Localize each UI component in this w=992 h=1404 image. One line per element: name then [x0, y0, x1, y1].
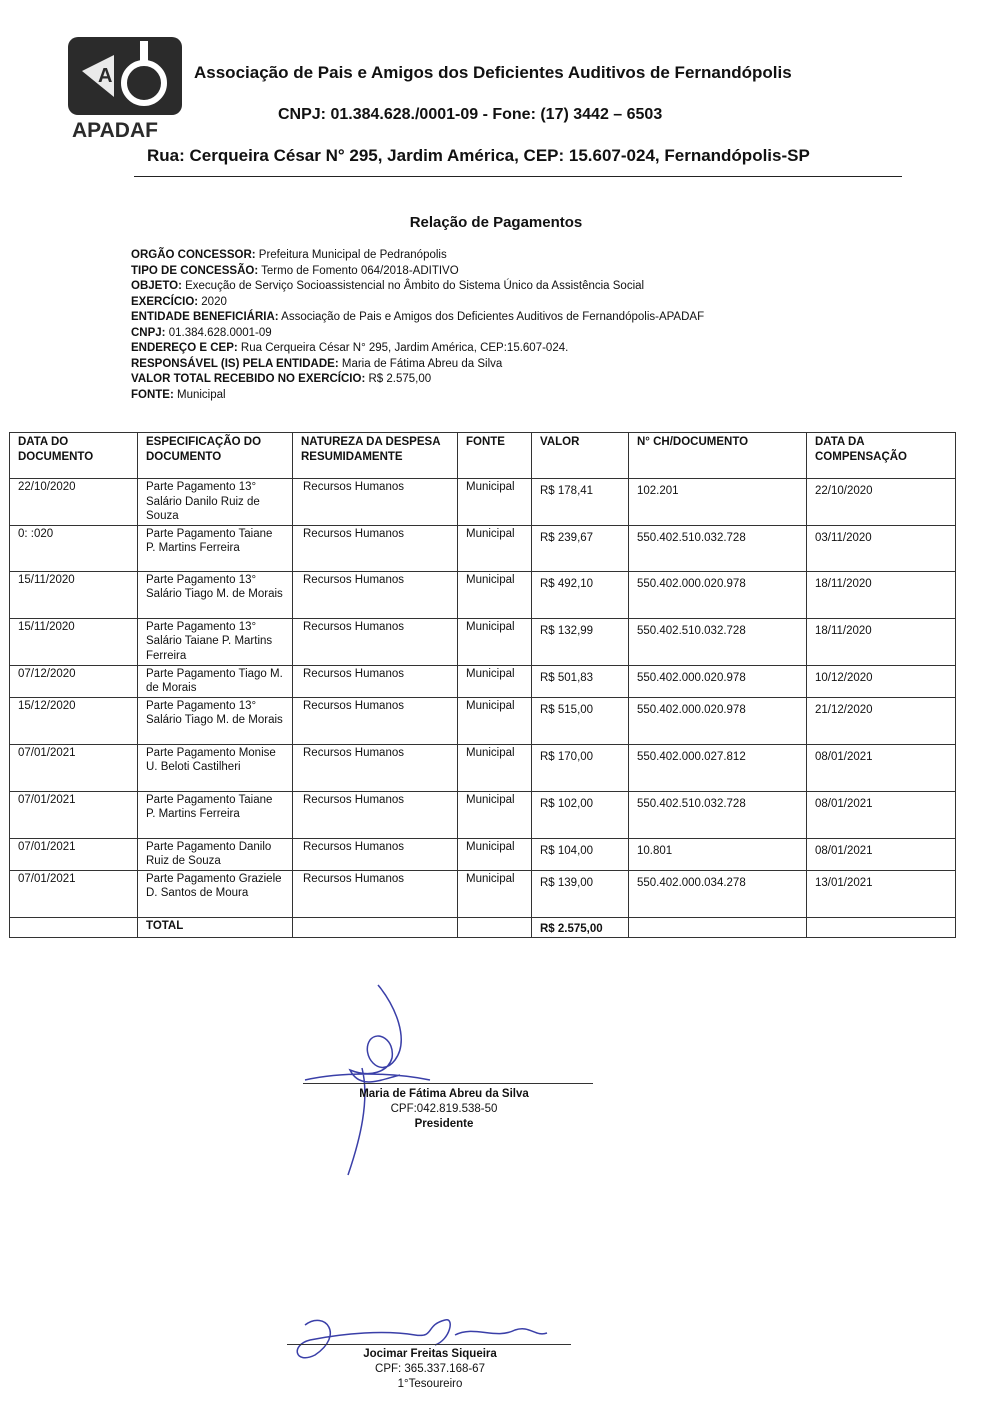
table-cell: 550.402.510.032.728	[629, 525, 807, 571]
table-cell: Recursos Humanos	[293, 618, 458, 665]
table-cell: 550.402.000.034.278	[629, 870, 807, 917]
table-cell: Recursos Humanos	[293, 665, 458, 697]
document-title: Relação de Pagamentos	[409, 214, 583, 231]
info-value: 2020	[198, 295, 227, 308]
table-cell: Municipal	[458, 697, 532, 744]
table-cell: Municipal	[458, 791, 532, 838]
table-cell: Municipal	[458, 665, 532, 697]
table-cell: Municipal	[458, 479, 532, 526]
table-cell: 22/10/2020	[807, 479, 956, 526]
president-signature	[300, 980, 440, 1180]
info-value: Execução de Serviço Socioassistencial no Âmbito do Sistema Único da Assistência Social	[181, 280, 645, 292]
payments-table	[9, 432, 956, 938]
info-row	[131, 295, 704, 311]
table-cell: 07/01/2021	[10, 838, 138, 870]
table-row	[10, 618, 956, 665]
info-value: R$ 2.575,00	[365, 373, 432, 385]
table-cell: R$ 178,41	[532, 479, 629, 526]
table-cell: Parte Pagamento Taiane P. Martins Ferreira	[138, 525, 293, 571]
info-value: Maria de Fátima Abreu da Silva	[338, 357, 503, 370]
table-cell: R$ 515,00	[532, 697, 629, 744]
table-cell: Parte Pagamento 13° Salário Tiago M. de Morais	[138, 571, 293, 618]
table-row	[10, 791, 956, 838]
table-cell: 0: :020	[10, 525, 138, 571]
info-label: ENDEREÇO E CEP:	[131, 342, 238, 354]
info-row	[131, 388, 704, 404]
table-cell: R$ 492,10	[532, 571, 629, 618]
table-cell: R$ 239,67	[532, 525, 629, 571]
header-cell: VALOR	[532, 433, 629, 479]
table-cell: Recursos Humanos	[293, 791, 458, 838]
table-cell: 10.801	[629, 838, 807, 870]
table-cell: Parte Pagamento Graziele D. Santos de Moura	[138, 870, 293, 917]
header-divider	[134, 176, 902, 177]
header-cell: FONTE	[458, 433, 532, 479]
info-value: Associação de Pais e Amigos dos Deficientes Auditivos de Fernandópolis-APADAF	[278, 311, 705, 323]
svg-text:A: A	[98, 65, 113, 87]
table-cell: Municipal	[458, 870, 532, 917]
table-cell: 550.402.000.020.978	[629, 665, 807, 697]
table-cell: 13/01/2021	[807, 870, 956, 917]
signer-name: Maria de Fátima Abreu da Silva	[359, 1088, 529, 1100]
table-cell: 08/01/2021	[807, 791, 956, 838]
table-cell: Recursos Humanos	[293, 571, 458, 618]
table-cell: 15/11/2020	[10, 571, 138, 618]
table-cell: Recursos Humanos	[293, 697, 458, 744]
table-row	[10, 571, 956, 618]
signer-name: Jocimar Freitas Siqueira	[363, 1348, 497, 1360]
table-cell: 07/12/2020	[10, 665, 138, 697]
org-name: Associação de Pais e Amigos dos Deficientes Auditivos de Fernandópolis	[194, 63, 792, 82]
table-cell: R$ 501,83	[532, 665, 629, 697]
info-label: ENTIDADE BENEFICIÁRIA:	[131, 311, 279, 323]
info-label: CNPJ:	[131, 326, 166, 339]
table-cell: Parte Pagamento 13° Salário Taiane P. Martins Ferreira	[138, 618, 293, 665]
info-label: VALOR TOTAL RECEBIDO NO EXERCÍCIO:	[131, 373, 366, 385]
table-cell: Parte Pagamento 13° Salário Danilo Ruiz de Souza	[138, 479, 293, 526]
table-cell: 15/12/2020	[10, 697, 138, 744]
signature-line	[303, 1083, 593, 1084]
info-label: TIPO DE CONCESSÃO:	[131, 264, 259, 277]
info-row	[131, 341, 704, 357]
table-cell: Recursos Humanos	[293, 525, 458, 571]
table-cell: Municipal	[458, 744, 532, 791]
table-row	[10, 665, 956, 697]
info-value: 01.384.628.0001-09	[165, 326, 272, 339]
info-value: Termo de Fomento 064/2018-ADITIVO	[258, 264, 459, 277]
president-signature-block	[320, 1087, 568, 1132]
table-row	[10, 744, 956, 791]
table-cell: 550.402.000.020.978	[629, 697, 807, 744]
table-cell: 102.201	[629, 479, 807, 526]
table-cell: 550.402.000.020.978	[629, 571, 807, 618]
info-row	[131, 326, 704, 342]
org-contact: CNPJ: 01.384.628./0001-09 - Fone: (17) 3442 – 6503	[278, 106, 663, 123]
info-row	[131, 357, 704, 373]
table-cell: R$ 139,00	[532, 870, 629, 917]
table-cell: 21/12/2020	[807, 697, 956, 744]
total-value: R$ 2.575,00	[532, 917, 629, 938]
table-total-row	[10, 917, 956, 938]
header-cell: DATA DO DOCUMENTO	[10, 433, 138, 479]
signer-role: Presidente	[414, 1118, 474, 1130]
table-cell: Municipal	[458, 571, 532, 618]
table-cell: Recursos Humanos	[293, 838, 458, 870]
table-cell: 07/01/2021	[10, 791, 138, 838]
table-cell: Recursos Humanos	[293, 479, 458, 526]
table-cell: 550.402.510.032.728	[629, 791, 807, 838]
table-cell: 22/10/2020	[10, 479, 138, 526]
info-row	[131, 264, 704, 280]
logo-text: APADAF	[72, 119, 158, 141]
total-label: TOTAL	[138, 917, 293, 938]
table-cell: Parte Pagamento Tiago M. de Morais	[138, 665, 293, 697]
table-cell: 07/01/2021	[10, 744, 138, 791]
table-cell: 15/11/2020	[10, 618, 138, 665]
table-header-row	[10, 433, 956, 479]
treasurer-signature-block	[320, 1347, 540, 1392]
table-row	[10, 479, 956, 526]
table-cell: R$ 132,99	[532, 618, 629, 665]
header-cell: NATUREZA DA DESPESA RESUMIDAMENTE	[293, 433, 458, 479]
info-label: RESPONSÁVEL (IS) PELA ENTIDADE:	[131, 357, 339, 370]
info-value: Prefeitura Municipal de Pedranópolis	[255, 249, 447, 261]
table-cell: 08/01/2021	[807, 838, 956, 870]
table-cell: Parte Pagamento 13° Salário Tiago M. de Morais	[138, 697, 293, 744]
table-cell: R$ 102,00	[532, 791, 629, 838]
table-cell: Parte Pagamento Taiane P. Martins Ferreira	[138, 791, 293, 838]
info-row	[131, 372, 704, 388]
header-cell: DATA DA COMPENSAÇÃO	[807, 433, 956, 479]
table-cell: 10/12/2020	[807, 665, 956, 697]
table-cell: Parte Pagamento Danilo Ruiz de Souza	[138, 838, 293, 870]
table-cell: Municipal	[458, 618, 532, 665]
table-cell: R$ 104,00	[532, 838, 629, 870]
info-label: OBJETO:	[131, 280, 182, 292]
table-cell: 18/11/2020	[807, 618, 956, 665]
info-label: EXERCÍCIO:	[131, 295, 199, 308]
org-address: Rua: Cerqueira César N° 295, Jardim América, CEP: 15.607-024, Fernandópolis-SP	[147, 146, 810, 165]
table-row	[10, 870, 956, 917]
table-row	[10, 697, 956, 744]
signature-line	[287, 1344, 571, 1345]
table-cell: R$ 170,00	[532, 744, 629, 791]
info-row	[131, 310, 704, 326]
info-row	[131, 279, 704, 295]
apadaf-logo	[66, 37, 184, 141]
table-cell: 03/11/2020	[807, 525, 956, 571]
table-cell: Recursos Humanos	[293, 870, 458, 917]
table-cell: 18/11/2020	[807, 571, 956, 618]
table-row	[10, 525, 956, 571]
signer-cpf: CPF: 365.337.168-67	[375, 1363, 485, 1375]
info-row	[131, 248, 704, 264]
table-cell: Municipal	[458, 838, 532, 870]
table-cell: Recursos Humanos	[293, 744, 458, 791]
info-value: Rua Cerqueira César N° 295, Jardim América, CEP:15.607-024.	[237, 342, 569, 354]
table-cell: 550.402.510.032.728	[629, 618, 807, 665]
table-row	[10, 838, 956, 870]
info-label: ORGÃO CONCESSOR:	[131, 249, 256, 261]
table-cell: 08/01/2021	[807, 744, 956, 791]
signer-cpf: CPF:042.819.538-50	[390, 1103, 498, 1115]
info-value: Municipal	[173, 388, 226, 401]
table-cell: Municipal	[458, 525, 532, 571]
signer-role: 1°Tesoureiro	[397, 1378, 463, 1390]
info-label: FONTE:	[131, 388, 174, 401]
table-cell: 07/01/2021	[10, 870, 138, 917]
header-cell: ESPECIFICAÇÃO DO DOCUMENTO	[138, 433, 293, 479]
table-cell: Parte Pagamento Monise U. Beloti Castilheri	[138, 744, 293, 791]
header-cell: N° CH/DOCUMENTO	[629, 433, 807, 479]
table-cell: 550.402.000.027.812	[629, 744, 807, 791]
info-block	[131, 248, 704, 403]
